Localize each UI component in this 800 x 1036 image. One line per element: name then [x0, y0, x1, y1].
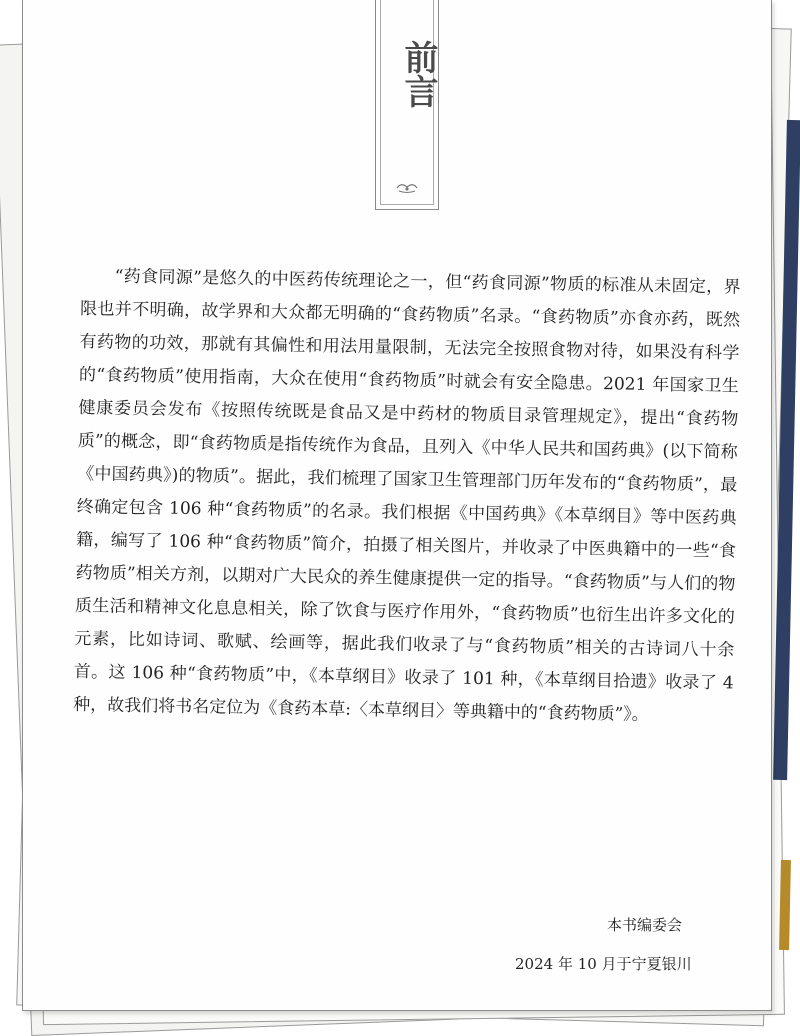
- book-edge-strip: [779, 860, 791, 950]
- preface-paragraph: “药食同源”是悠久的中医药传统理论之一，但“药食同源”物质的标准从未固定，界限也并不明确，故学界和大众都无明确的“食药物质”名录。“食药物质”亦食亦药，既然有药物的功效，那就有其偏性和用法用量限制，无法完全按照食物对待，如果没有科学的“食药物质”使用指南，大众在使用“食药物质”时就会有安全隐患。2021 年国家卫生健康委员会发布《按照传统既是食品又是中药材的物质目录管理规定》，提出“食药物质”的概念，即“食药物质是指传统作为食品，且列入《中华人民共和国药典》(以下简称《中国药典》)的物质”。据此，我们梳理了国家卫生管理部门历年发布的“食药物质”，最终确定包含 106 种“食药物质”的名录。我们根据《中国药典》《本草纲目》等中医药典籍，编写了 106 种“食药物质”简介，拍摄了相关图片，并收录了中医典籍中的一些“食药物质”相关方剂，以期对广大民众的养生健康提供一定的指导。“食药物质”与人们的物质生活和精神文化息息相关，除了饮食与医疗作用外，“食药物质”也衍生出许多文化的元素，比如诗词、歌赋、绘画等，据此我们收录了与“食药物质”相关的古诗词八十余首。这 106 种“食药物质”中，《本草纲目》收录了 101 种，《本草纲目拾遗》收录了 4 种，故我们将书名定位为《食药本草:〈本草纲目〉等典籍中的“食药物质”》。: [73, 266, 741, 725]
- signature: 本书编委会: [607, 916, 683, 934]
- page-title: 前言: [398, 40, 438, 108]
- title-banner: [375, 0, 439, 210]
- document-page: [22, 0, 772, 1011]
- signature-date: 2024 年 10 月于宁夏银川: [515, 955, 692, 973]
- preface-body: [73, 260, 741, 733]
- ornament-icon: [395, 180, 419, 194]
